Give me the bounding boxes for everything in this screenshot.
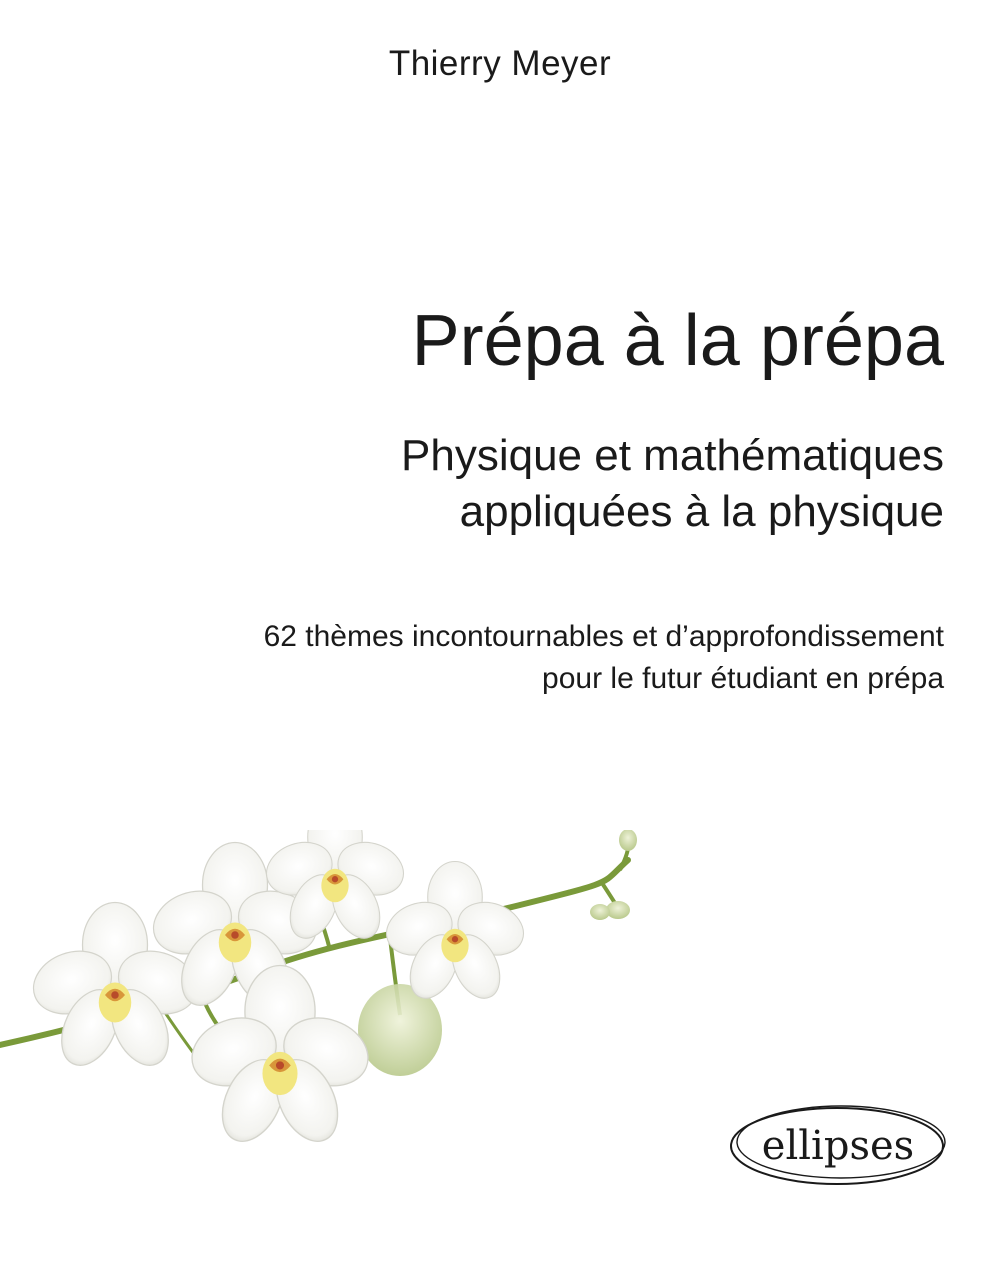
author-name: Thierry Meyer (388, 44, 612, 83)
tagline-line-1: 62 thèmes incontournables et d’approfondissement (263, 620, 944, 653)
book-subtitle (401, 428, 944, 540)
white-orchid-branch-icon (0, 830, 660, 1160)
book-title: Prépa à la prépa (411, 301, 944, 381)
ellipses-publisher-logo (725, 1098, 950, 1190)
subtitle-line-1: Physique et mathématiques (401, 431, 944, 480)
tagline-line-2: pour le futur étudiant en prépa (542, 662, 944, 695)
book-tagline (264, 616, 944, 700)
publisher-name: ellipses (761, 1123, 915, 1169)
subtitle-line-2: appliquées à la physique (459, 487, 944, 536)
